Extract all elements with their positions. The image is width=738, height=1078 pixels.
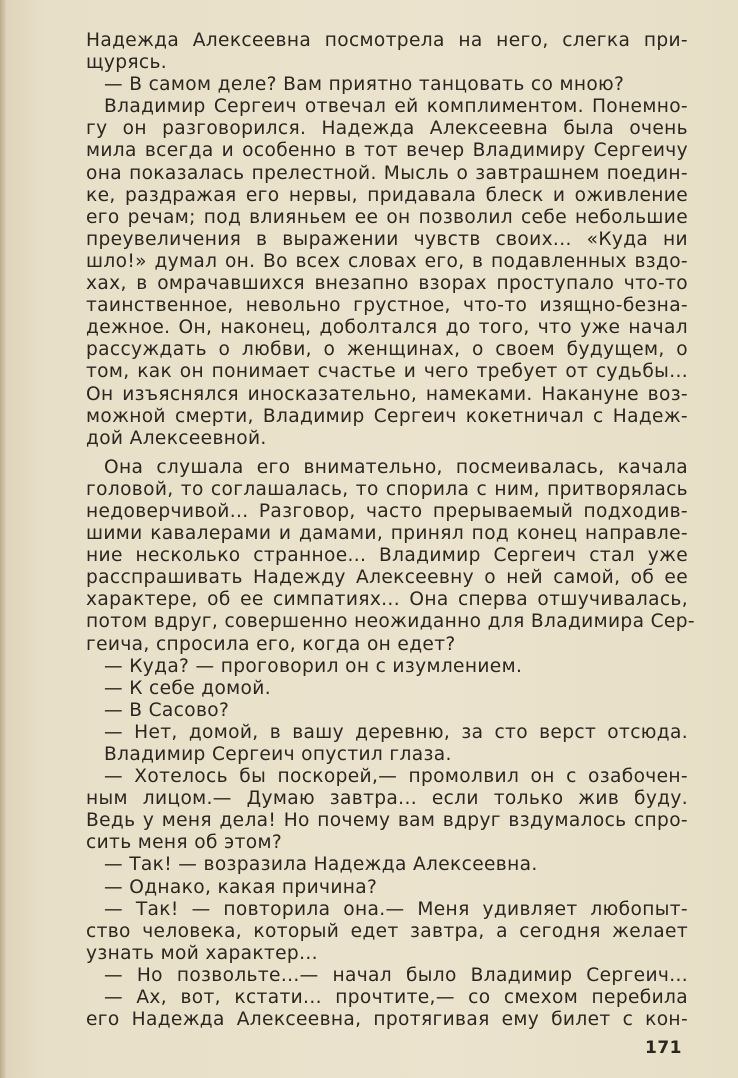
text-line: — Хотелось бы поскорей,— промолвил он с озабочен- bbox=[104, 766, 688, 788]
text-line: расспрашивать Надежду Алексеевну о ней самой, об ее bbox=[86, 567, 688, 589]
text-line: шими кавалерами и дамами, принял под конец направле- bbox=[86, 523, 688, 545]
text-line: дежное. Он, наконец, доболтался до того, что уже начал bbox=[86, 317, 688, 339]
text-line: — Нет, домой, в вашу деревню, за сто верст отсюда. bbox=[104, 721, 688, 743]
text-line: — Куда? — проговорил он с изумлением. bbox=[104, 655, 523, 677]
text-line: щурясь. bbox=[86, 52, 168, 74]
page-number: 171 bbox=[645, 1038, 682, 1058]
text-line: мила всегда и особенно в тот вечер Владимиру Сергеичу bbox=[86, 140, 688, 162]
text-line: Надежда Алексеевна посмотрела на него, слегка при- bbox=[86, 30, 688, 51]
text-line: том, как он понимает счастье и чего требует от судьбы... bbox=[86, 361, 688, 383]
text-line: недоверчивой... Разговор, часто прерываемый подходив- bbox=[86, 500, 688, 522]
text-line: хах, в омрачавшихся внезапно взорах проступало что-то bbox=[86, 273, 688, 295]
text-line: Он изъяснялся иносказательно, намеками. Накануне воз- bbox=[86, 383, 688, 405]
text-line: Владимир Сергеич отвечал ей комплиментом. Понемно- bbox=[104, 96, 688, 118]
text-line: Владимир Сергеич опустил глаза. bbox=[104, 744, 452, 765]
text-line: характере, об ее симпатиях... Она сперва отшучивалась, bbox=[86, 589, 688, 611]
text-line: потом вдруг, совершенно неожиданно для Владимира Сер- bbox=[86, 611, 695, 633]
text-line: узнать мой характер... bbox=[86, 942, 318, 964]
body-text bbox=[86, 30, 695, 1031]
text-line: преувеличения в выражении чувств своих... «Куда ни bbox=[86, 228, 688, 250]
text-line: она показалась прелестной. Мысль о завтрашнем поедин- bbox=[86, 162, 688, 184]
book-spine-edge bbox=[0, 0, 6, 1078]
text-line: — В самом деле? Вам приятно танцовать со мною? bbox=[104, 74, 625, 96]
text-line: — Но позвольте...— начал было Владимир Сергеич... bbox=[104, 964, 688, 986]
paragraph-gap bbox=[86, 450, 688, 457]
text-line: Ведь у меня дела! Но почему вам вдруг вздумалось спро- bbox=[86, 810, 688, 832]
text-line: — К себе домой. bbox=[104, 677, 271, 699]
text-line: — Так! — возразила Надежда Алексеевна. bbox=[104, 854, 538, 876]
text-line: таинственное, невольно грустное, что-то изящно-безна- bbox=[86, 295, 688, 317]
text-line: сить меня об этом? bbox=[86, 832, 283, 854]
text-line: — Однако, какая причина? bbox=[104, 876, 378, 898]
text-line: геича, спросила его, когда он едет? bbox=[86, 633, 456, 655]
text-line: головой, то соглашалась, то спорила с ним, притворялась bbox=[86, 478, 688, 500]
text-line: шло!» думал он. Во всех словах его, в подавленных вздо- bbox=[86, 250, 688, 272]
text-line: можной смерти, Владимир Сергеич кокетничал с Надеж- bbox=[86, 405, 688, 427]
text-line: ке, раздражая его нервы, придавала блеск и оживление bbox=[86, 184, 688, 206]
text-line: его речам; под влияньем ее он позволил себе небольшие bbox=[86, 206, 688, 228]
text-line: ние несколько странное... Владимир Сергеич стал уже bbox=[86, 545, 688, 567]
text-line: — Ах, вот, кстати... прочтите,— со смехом перебила bbox=[104, 987, 688, 1009]
text-line: ство человека, который едет завтра, а сегодня желает bbox=[86, 920, 688, 942]
text-line: — В Сасово? bbox=[104, 699, 230, 721]
text-line: Она слушала его внимательно, посмеивалась, качала bbox=[104, 456, 688, 478]
text-line: ным лицом.— Думаю завтра... если только жив буду. bbox=[86, 788, 688, 810]
text-line: его Надежда Алексеевна, протягивая ему билет с кон- bbox=[86, 1009, 688, 1031]
text-line: гу он разговорился. Надежда Алексеевна была очень bbox=[86, 118, 688, 140]
text-line: рассуждать о любви, о женщинах, о своем будущем, о bbox=[86, 339, 688, 361]
text-line: дой Алексеевной. bbox=[86, 427, 267, 449]
text-line: — Так! — повторила она.— Меня удивляет любопыт- bbox=[104, 898, 688, 920]
